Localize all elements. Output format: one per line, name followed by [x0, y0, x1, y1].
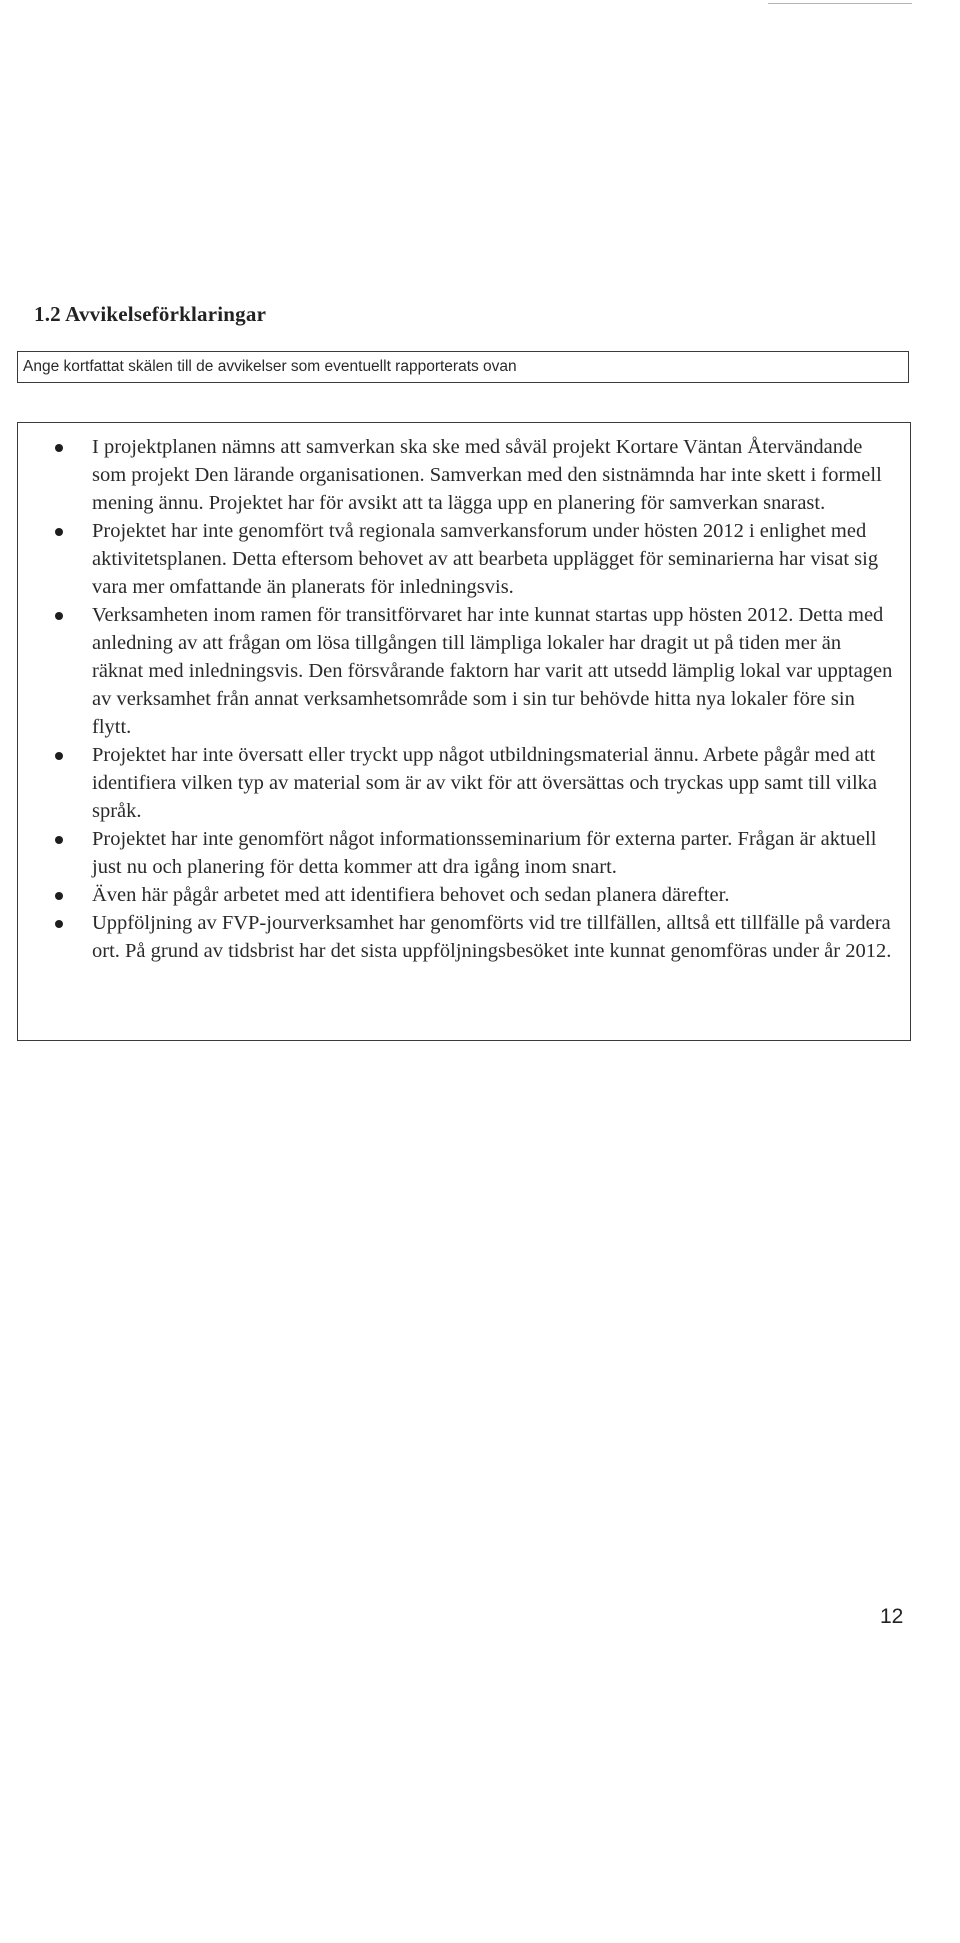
bullet-icon: [55, 836, 63, 844]
deviation-list: [18, 423, 910, 965]
instruction-box: [17, 351, 909, 383]
page-number: 12: [880, 1605, 904, 1628]
list-item: [18, 825, 910, 881]
bullet-icon: [55, 920, 63, 928]
list-item: [18, 741, 910, 825]
list-item-text: Även här pågår arbetet med att identifiera behovet och sedan planera därefter.: [92, 884, 730, 906]
bullet-icon: [55, 444, 63, 452]
section-heading: 1.2 Avvikelseförklaringar: [34, 302, 267, 326]
top-rule: [768, 3, 912, 4]
instruction-text: Ange kortfattat skälen till de avvikelser som eventuellt rapporterats ovan: [23, 358, 517, 375]
list-item: [18, 433, 910, 517]
list-item-text: Verksamheten inom ramen för transitförvaret har inte kunnat startas upp hösten 2012. Detta med anledning av att frågan om lösa tillgången till lämpliga lokaler har dragit ut på tiden mer än räknat med inledningsvis. Den försvårande faktorn har varit att utsedd lämplig lokal var upptagen av verksamhet från annat verksamhetsområde som i sin tur behövde hitta nya lokaler före sin flytt.: [92, 604, 893, 738]
list-item-text: Projektet har inte genomfört något informationsseminarium för externa parter. Frågan är aktuell just nu och planering för detta kommer att dra igång inom snart.: [92, 828, 877, 878]
bullet-icon: [55, 752, 63, 760]
list-item: [18, 881, 910, 909]
answer-box: [17, 422, 911, 1041]
list-item-text: Projektet har inte översatt eller tryckt upp något utbildningsmaterial ännu. Arbete pågår med att identifiera vilken typ av material som är av vikt för att översättas och tryckas upp samt till vilka språk.: [92, 744, 878, 822]
bullet-icon: [55, 612, 63, 620]
list-item-text: I projektplanen nämns att samverkan ska ske med såväl projekt Kortare Väntan Återvändande som projekt Den lärande organisationen. Samverkan med den sistnämnda har inte skett i formell mening ännu. Projektet har för avsikt att ta lägga upp en planering för samverkan snarast.: [92, 436, 882, 514]
bullet-icon: [55, 892, 63, 900]
list-item: [18, 601, 910, 741]
list-item-text: Uppföljning av FVP-jourverksamhet har genomförts vid tre tillfällen, alltså ett tillfälle på vardera ort. På grund av tidsbrist har det sista uppföljningsbesöket inte kunnat genomföras under år 2012.: [92, 912, 892, 962]
list-item: [18, 517, 910, 601]
list-item: [18, 909, 910, 965]
list-item-text: Projektet har inte genomfört två regionala samverkansforum under hösten 2012 i enlighet med aktivitetsplanen. Detta eftersom behovet av att bearbeta upplägget för seminarierna har visat sig vara mer omfattande än planerats för inledningsvis.: [92, 520, 879, 598]
bullet-icon: [55, 528, 63, 536]
